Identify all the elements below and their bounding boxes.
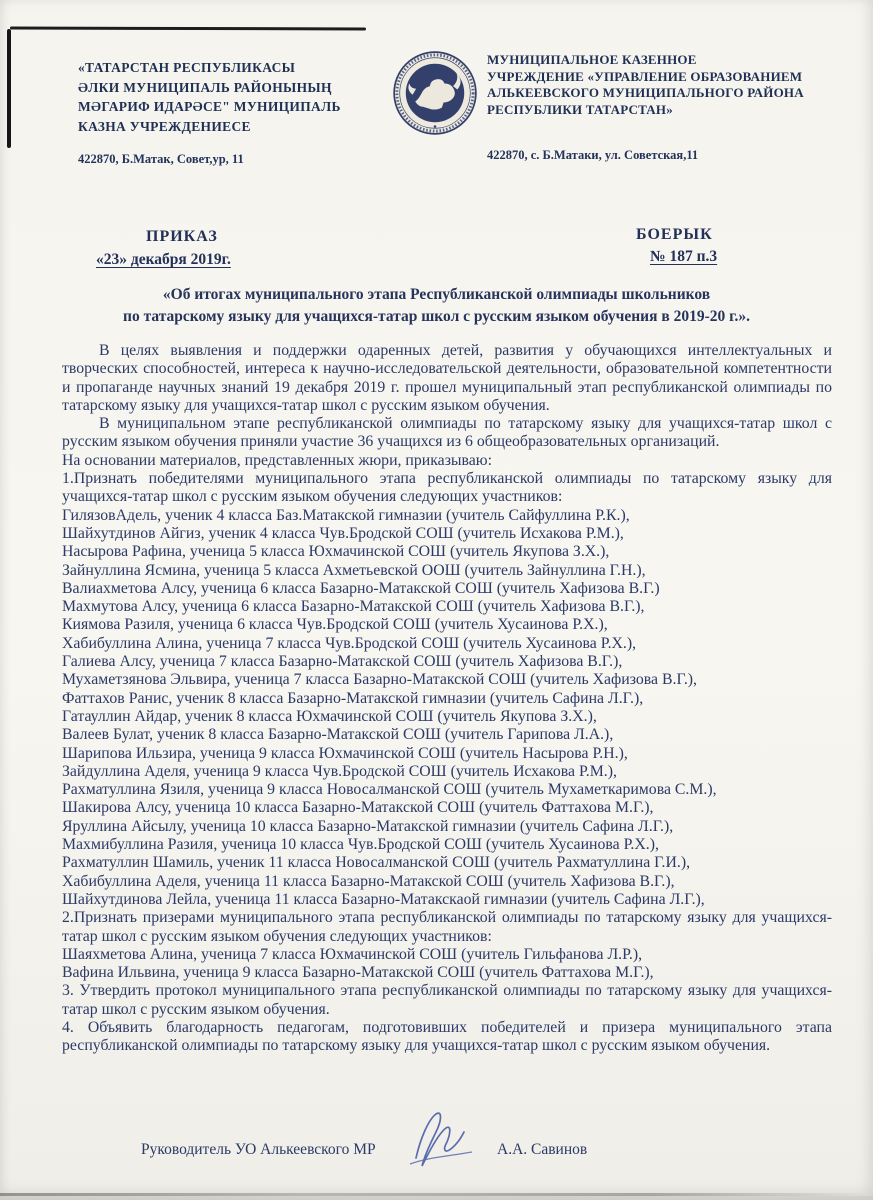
winner-entry: Рахматуллин Шамиль, ученик 11 класса Новосалманской СОШ (учитель Рахматуллина Г.И.), — [62, 854, 691, 872]
winner-entry: Шакирова Алсу, ученица 10 класса Базарно-Матакской СОШ (учитель Фаттахова М.Г.), — [62, 799, 654, 817]
winner-entry: Насырова Рафина, ученица 5 класса Юхмачинской СОШ (учитель Якупова З.Х.), — [62, 543, 610, 561]
winner-entry: Шайхутдинов Айгиз, ученик 4 класса Чув.Бродской СОШ (учитель Исхакова Р.М.), — [62, 524, 624, 542]
org-name-tatar-line: КАЗНА УЧРЕЖДЕНИЕСЕ — [78, 118, 251, 134]
paragraph-item4-gratitude: 4. Объявить благодарность педагогам, подготовивших победителей и призера муниципального этапа республиканской олимпиады по татарскому языку для учащихся-татар школ с русским языком обучения. — [62, 1018, 832, 1055]
winner-entry: Зайдуллина Аделя, ученица 9 класса Чув.Бродской СОШ (учитель Исхакова Р.М.), — [62, 762, 617, 780]
address-left: 422870, Б.Матак, Совет,ур, 11 — [78, 152, 244, 166]
winner-entry: Валиахметова Алсу, ученица 6 класса Базарно-Матакской СОШ (учитель Хафизова В.Г.) — [62, 579, 660, 597]
org-name-russian — [487, 52, 837, 118]
org-name-russian-line: УЧРЕЖДЕНИЕ «УПРАВЛЕНИЕ ОБРАЗОВАНИЕМ — [487, 68, 803, 84]
winner-entry: Валеев Булат, ученик 8 класса Базарно-Матакской СОШ (учитель Гарипова Л.А.), — [62, 726, 614, 744]
winner-entry: Зайнуллина Ясмина, ученица 5 класса Ахметьевской ООШ (учитель Зайнуллина Г.Н.), — [62, 561, 646, 579]
order-number: № 187 п.3 — [650, 248, 718, 265]
winner-entry: ГилязовАдель, ученик 4 класса Баз.Матакской гимназии (учитель Сайфуллина Р.К.), — [62, 506, 630, 524]
org-name-russian-line: АЛЬКЕЕВСКОГО МУНИЦИПАЛЬНОГО РАЙОНА — [487, 85, 804, 100]
address-right: 422870, с. Б.Матаки, ул. Советская,11 — [487, 148, 699, 162]
winner-entry: Махмибуллина Разиля, ученица 10 класса Чув.Бродской СОШ (учитель Хусаинова Р.Х.), — [62, 836, 659, 854]
scan-artifact-bottom-shade — [0, 1196, 873, 1200]
scan-artifact-bottom-edge — [0, 1193, 865, 1196]
signature-mark — [398, 1106, 498, 1178]
winner-entry: Шарипова Ильзира, ученица 9 класса Юхмачинской СОШ (учитель Насырова Р.Н.), — [62, 744, 628, 762]
org-name-tatar-line: «ТАТАРСТАН РЕСПУБЛИКАСЫ — [78, 60, 296, 75]
scan-artifact-top-edge — [10, 27, 366, 30]
signer-position: Руководитель УО Алькеевского МР — [141, 1141, 376, 1158]
signer-name: А.А. Савинов — [497, 1141, 588, 1158]
winner-entry: Махмутова Алсу, ученица 6 класса Базарно-Матакской СОШ (учитель Хафизова В.Г.), — [62, 598, 645, 616]
org-name-tatar-line: МӘГАРИФ ИДАРӘСЕ" МУНИЦИПАЛЬ — [78, 99, 341, 114]
paragraph-item2-prizes: 2.Признать призерами муниципального этапа республиканской олимпиады по татарскому языку для учащихся-татар школ с русским языком обучения следующих участников: — [62, 909, 832, 945]
winner-entry: Рахматуллина Язиля, ученица 9 класса Новосалманской СОШ (учитель Мухаметкаримова С.М.), — [62, 781, 717, 799]
paragraph-basis: На основании материалов, представленных жюри, приказываю: — [62, 451, 492, 469]
tatarstan-emblem-seal — [392, 50, 478, 136]
org-name-russian-line: МУНИЦИПАЛЬНОЕ КАЗЕННОЕ — [487, 52, 697, 67]
winner-entry: Хабибуллина Алина, ученица 7 класса Чув.Бродской СОШ (учитель Хусаинова Р.Х.), — [62, 634, 637, 652]
document-title — [0, 284, 873, 327]
winners-list — [62, 507, 832, 910]
document-body — [62, 342, 832, 1056]
winner-entry: Киямова Разиля, ученица 6 класса Чув.Бродской СОШ (учитель Хусаинова Р.Х.), — [62, 616, 608, 634]
winner-entry: Яруллина Айсылу, ученица 10 класса Базарно-Матакской гимназии (учитель Сафина Л.Г.), — [62, 817, 674, 835]
scan-artifact-left-edge — [7, 29, 11, 148]
winner-entry: Фаттахов Ранис, ученик 8 класса Базарно-Матакской гимназии (учитель Сафина Л.Г.), — [62, 689, 644, 707]
paragraph-purpose: В целях выявления и поддержки одаренных детей, развития у обучающихся интеллектуальных и творческих способностей, интереса к научно-исследовательской деятельности, образовательной компетентности и пропаганде научных знаний 19 декабря 2019 г. прошел муниципальный этап республиканской олимпиады по татарскому языку для учащихся-татар школ с русским языком обучения. — [62, 342, 832, 414]
prize-winners-list — [62, 946, 832, 983]
org-name-tatar — [78, 58, 383, 136]
org-name-tatar-line: ӘЛКИ МУНИЦИПАЛЬ РАЙОНЫНЫҢ — [78, 79, 332, 95]
order-date: «23» декабря 2019г. — [96, 251, 231, 268]
paragraph-item1-winners: 1.Признать победителями муниципального этапа республиканской олимпиады по татарскому языку для учащихся-татар школ с русским языком обучения следующих участников: — [62, 470, 832, 506]
winner-entry: Хабибуллина Аделя, ученица 11 класса Базарно-Матакской СОШ (учитель Хафизова В.Г.), — [62, 872, 675, 890]
document-title-line: по татарскому языку для учащихся-татар школ с русским языком обучения в 2019-20 г.». — [123, 307, 750, 325]
document-title-line: «Об итогах муниципального этапа Республиканской олимпиады школьников — [162, 286, 711, 303]
winner-entry: Мухаметзянова Эльвира, ученица 7 класса Базарно-Матакской СОШ (учитель Хафизова В.Г.), — [62, 671, 697, 689]
tatarstan-emblem-icon — [392, 50, 478, 136]
order-label-tatar: БОЕРЫК — [636, 226, 713, 243]
winner-entry: Шайхутдинова Лейла, ученица 11 класса Базарно-Матакскаой гимназии (учитель Сафина Л.Г.), — [62, 890, 705, 908]
org-name-russian-line: РЕСПУБЛИКИ ТАТАРСТАН» — [487, 101, 673, 117]
prize-winner-entry: Вафина Ильвина, ученица 9 класса Базарно-Матакской СОШ (учитель Фаттахова М.Г.), — [62, 964, 654, 982]
paragraph-item3-protocol: 3. Утвердить протокол муниципального этапа республиканской олимпиады по татарскому языку для учащихся-татар школ с русским языком обучения. — [62, 982, 832, 1018]
order-label-russian: ПРИКАЗ — [146, 228, 218, 245]
winner-entry: Гатауллин Айдар, ученик 8 класса Юхмачинской СОШ (учитель Якупова З.Х.), — [62, 707, 597, 725]
winner-entry: Галиева Алсу, ученица 7 класса Базарно-Матакской СОШ (учитель Хафизова В.Г.), — [62, 653, 623, 671]
prize-winner-entry: Шаяхметова Алина, ученица 7 класса Юхмачинской СОШ (учитель Гильфанова Л.Р.), — [62, 945, 643, 963]
paragraph-participation: В муниципальном этапе республиканской олимпиады по татарскому языку для учащихся-татар школ с русским языком обучения приняли участие 36 учащихся из 6 общеобразовательных организаций. — [62, 415, 832, 451]
